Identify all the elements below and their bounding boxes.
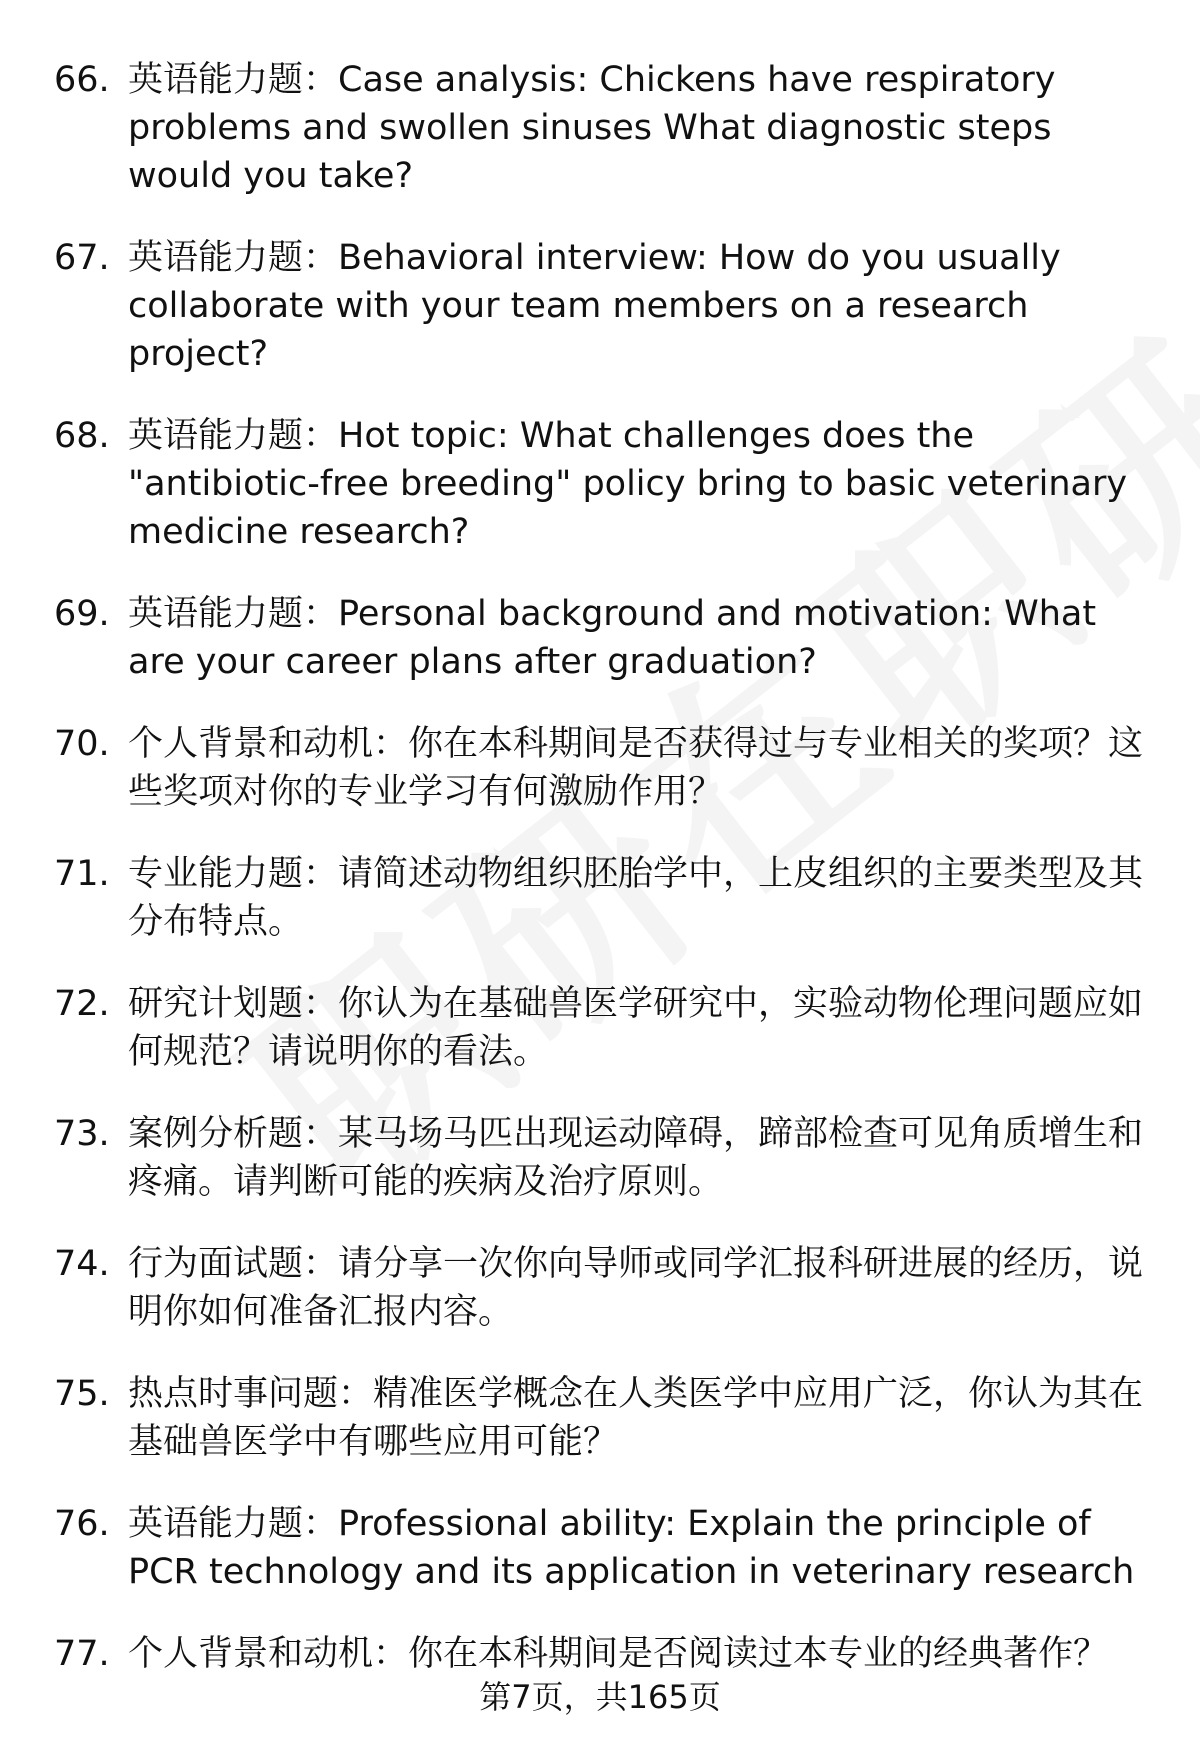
question-item (0, 720, 1200, 816)
question-text: 研究计划题：你认为在基础兽医学研究中，实验动物伦理问题应如何规范？请说明你的看法。 (128, 984, 1144, 1072)
question-text: 个人背景和动机：你在本科期间是否阅读过本专业的经典著作？ (128, 1634, 1109, 1674)
question-number: 67. (54, 238, 110, 278)
question-list (0, 56, 1200, 1712)
page-footer: 第7页，共165页 (479, 1678, 721, 1716)
question-number: 66. (54, 60, 110, 100)
question-text: 英语能力题：Case analysis: Chickens have respiratory problems and swollen sinuses What diagnostic steps would you take? (128, 60, 1056, 196)
question-number: 68. (54, 416, 110, 456)
question-item (0, 1500, 1200, 1596)
question-text: 英语能力题：Hot topic: What challenges does the "antibiotic-free breeding" policy bring to basic veterinary medicine research? (128, 416, 1128, 552)
question-item (0, 234, 1200, 378)
question-number: 75. (54, 1374, 110, 1414)
question-number: 69. (54, 594, 110, 634)
question-item (0, 412, 1200, 556)
question-text: 热点时事问题：精准医学概念在人类医学中应用广泛，你认为其在基础兽医学中有哪些应用可能？ (128, 1374, 1144, 1462)
question-item (0, 1110, 1200, 1206)
question-item (0, 1240, 1200, 1336)
question-item (0, 980, 1200, 1076)
question-text: 行为面试题：请分享一次你向导师或同学汇报科研进展的经历，说明你如何准备汇报内容。 (128, 1244, 1144, 1332)
question-item (0, 1370, 1200, 1466)
question-text: 英语能力题：Behavioral interview: How do you usually collaborate with your team members on a research project? (128, 238, 1061, 374)
question-item (0, 590, 1200, 686)
question-number: 74. (54, 1244, 110, 1284)
question-number: 70. (54, 724, 110, 764)
question-number: 72. (54, 984, 110, 1024)
question-text: 专业能力题：请简述动物组织胚胎学中，上皮组织的主要类型及其分布特点。 (128, 854, 1144, 942)
question-item (0, 56, 1200, 200)
question-item (0, 1630, 1200, 1678)
question-number: 76. (54, 1504, 110, 1544)
question-text: 英语能力题：Professional ability: Explain the principle of PCR technology and its application in veterinary research (128, 1504, 1135, 1592)
question-text: 案例分析题：某马场马匹出现运动障碍，蹄部检查可见角质增生和疼痛。请判断可能的疾病及治疗原则。 (128, 1114, 1144, 1202)
question-number: 73. (54, 1114, 110, 1154)
question-item (0, 850, 1200, 946)
question-text: 个人背景和动机：你在本科期间是否获得过与专业相关的奖项？这些奖项对你的专业学习有何激励作用？ (128, 724, 1144, 812)
question-text: 英语能力题：Personal background and motivation: What are your career plans after graduation? (128, 594, 1097, 682)
question-number: 71. (54, 854, 110, 894)
question-number: 77. (54, 1634, 110, 1674)
